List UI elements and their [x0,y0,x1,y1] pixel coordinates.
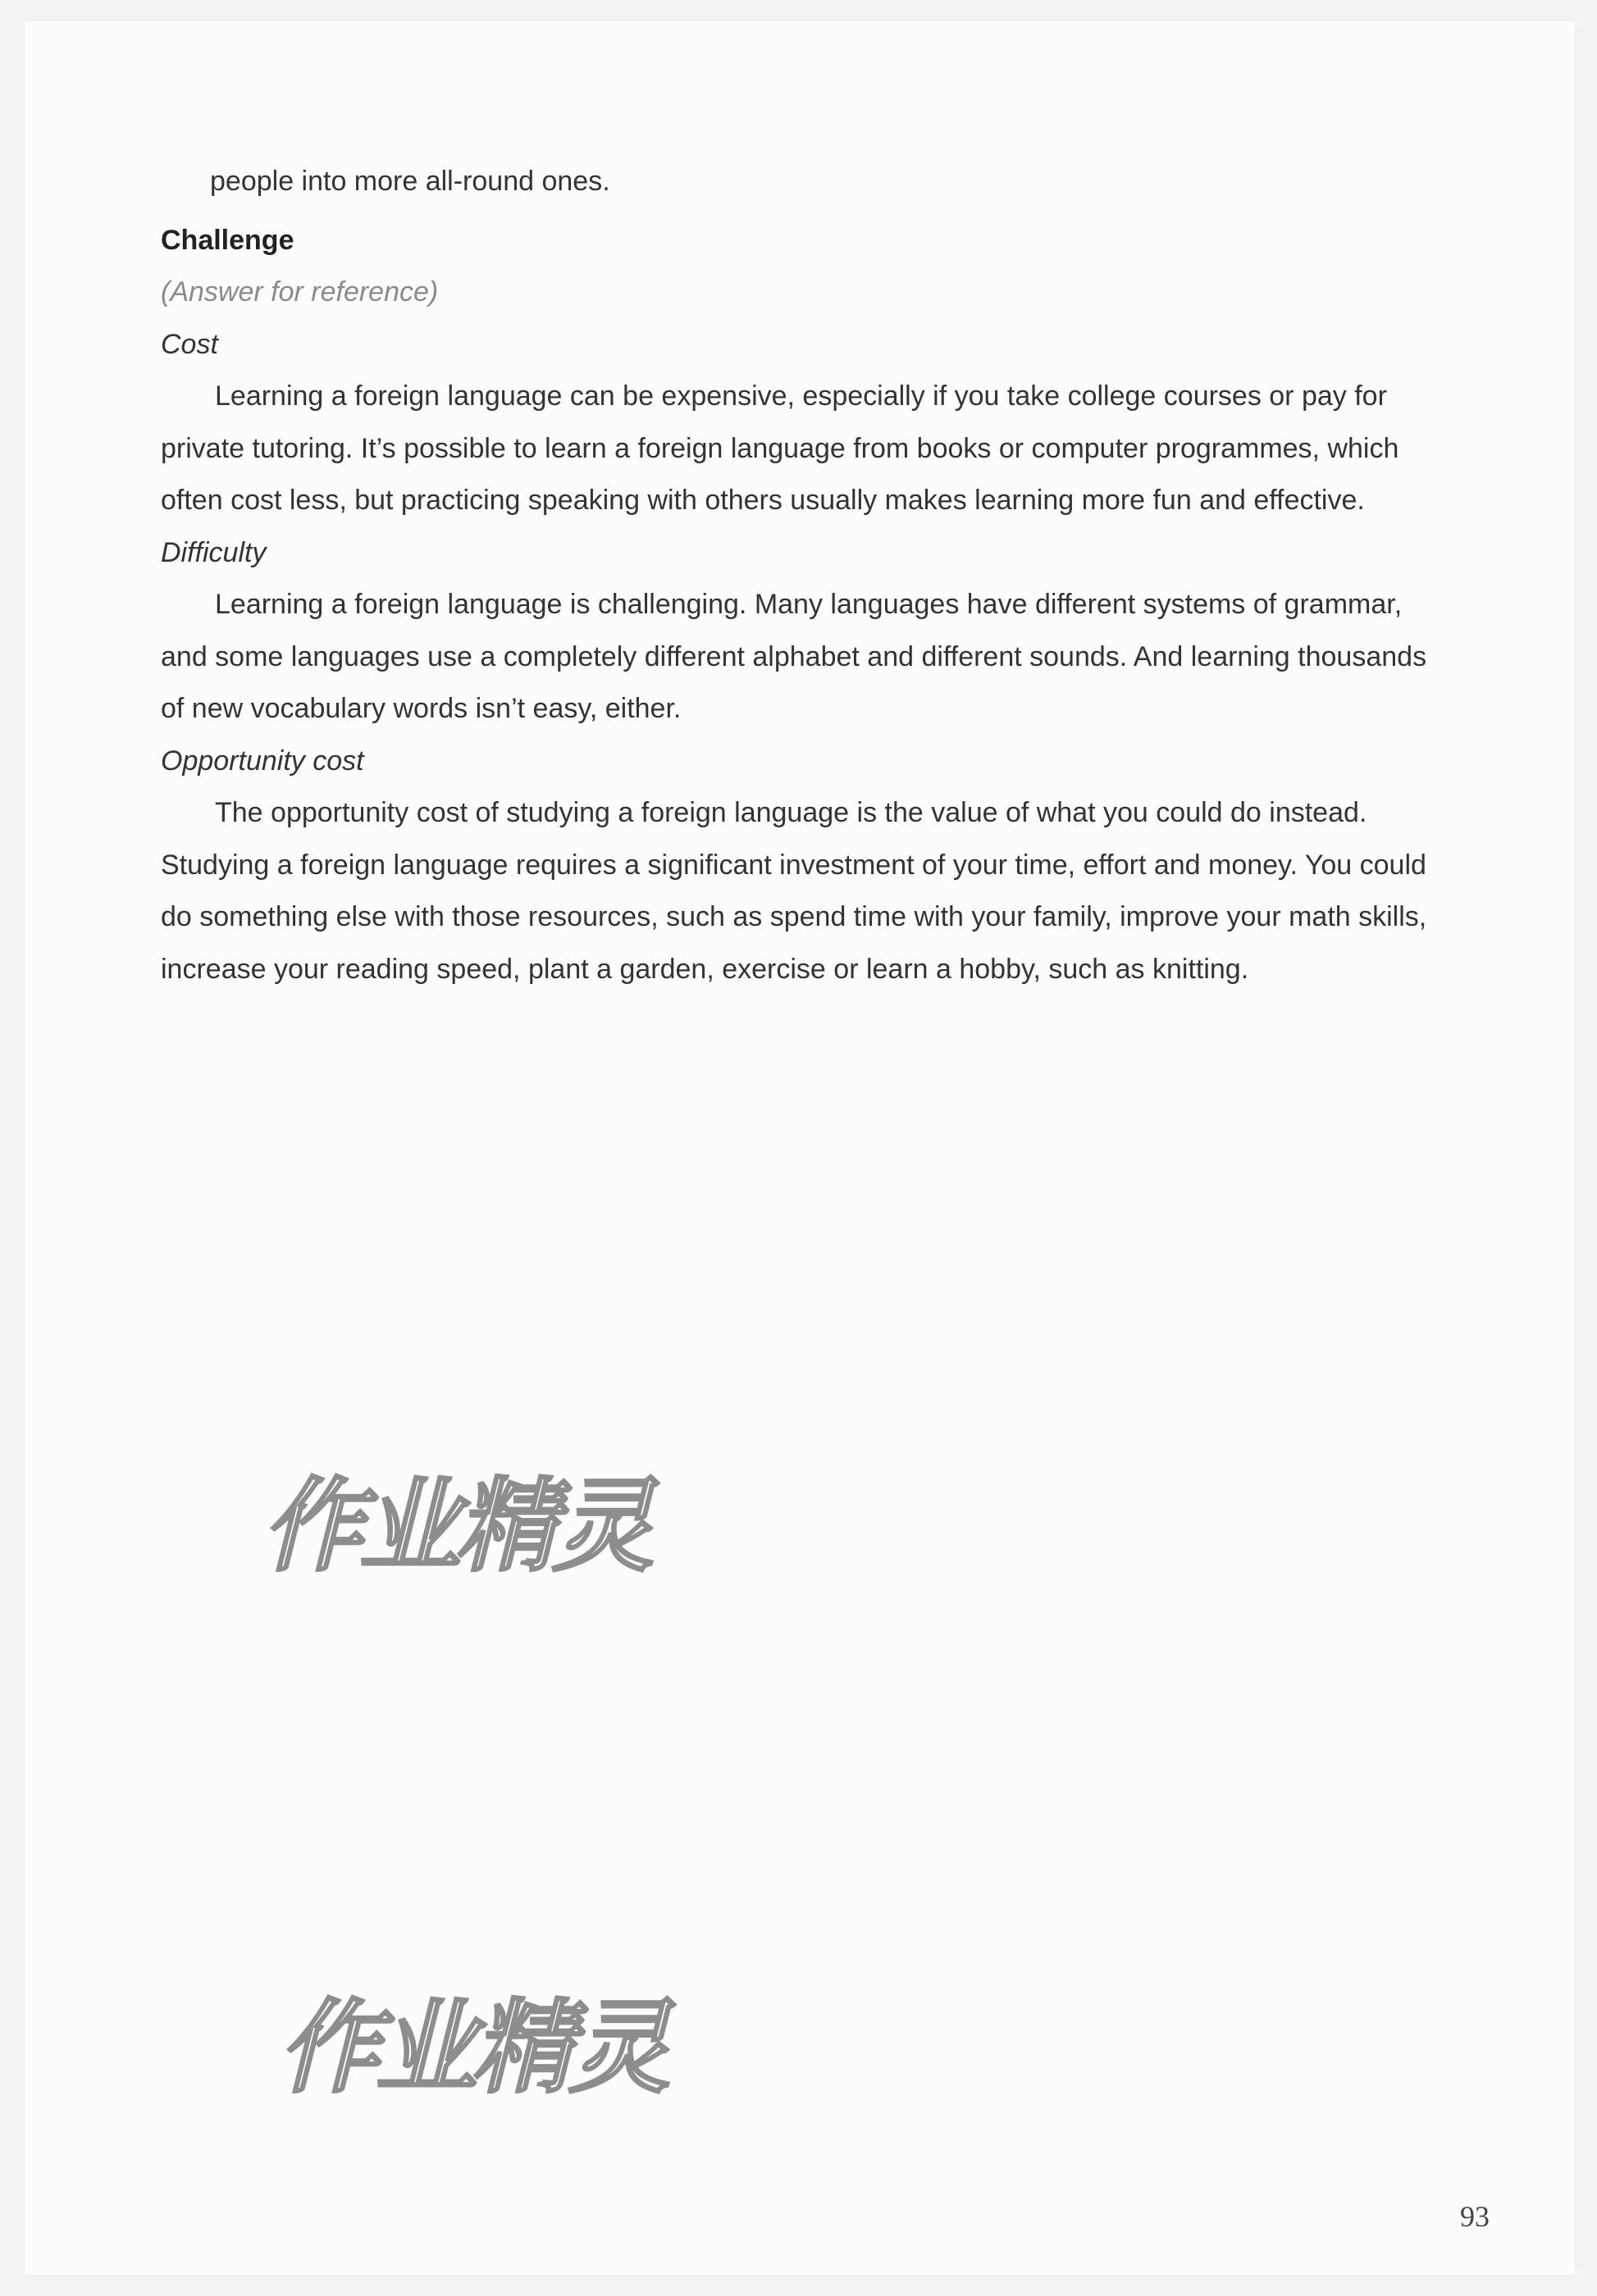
page-content [161,156,1450,995]
subheading-difficulty: Difficulty [161,536,267,568]
watermark: 作业精灵 [272,1989,689,2107]
subheading-opportunity-cost: Opportunity cost [161,745,364,777]
paragraph-cost: Learning a foreign language can be expensive, especially if you take college courses or pay for private tutoring. It’s possible to learn a foreign language from books or computer programmes, which often cost less, but practicing speaking with others usually makes learning more fun and effective. [161,380,1399,516]
reference-note: (Answer for reference) [161,276,439,308]
continuation-line: people into more all-round ones. [210,166,610,197]
page-number: 93 [1460,2200,1490,2233]
challenge-heading: Challenge [161,224,294,256]
watermark: 作业精灵 [256,1468,673,1586]
paragraph-difficulty: Learning a foreign language is challenging. Many languages have different systems of grammar, and some languages use a completely different alphabet and different sounds. And learning thousands of new vocabulary words isn’t easy, either. [161,589,1427,724]
paragraph-opportunity-cost: The opportunity cost of studying a foreign language is the value of what you could do instead. Studying a foreign language requires a significant investment of your time, effort and money. You could do something else with those resources, such as spend time with your family, improve your math skills, increase your reading speed, plant a garden, exercise or learn a hobby, such as knitting. [161,797,1427,985]
subheading-cost: Cost [161,328,218,360]
